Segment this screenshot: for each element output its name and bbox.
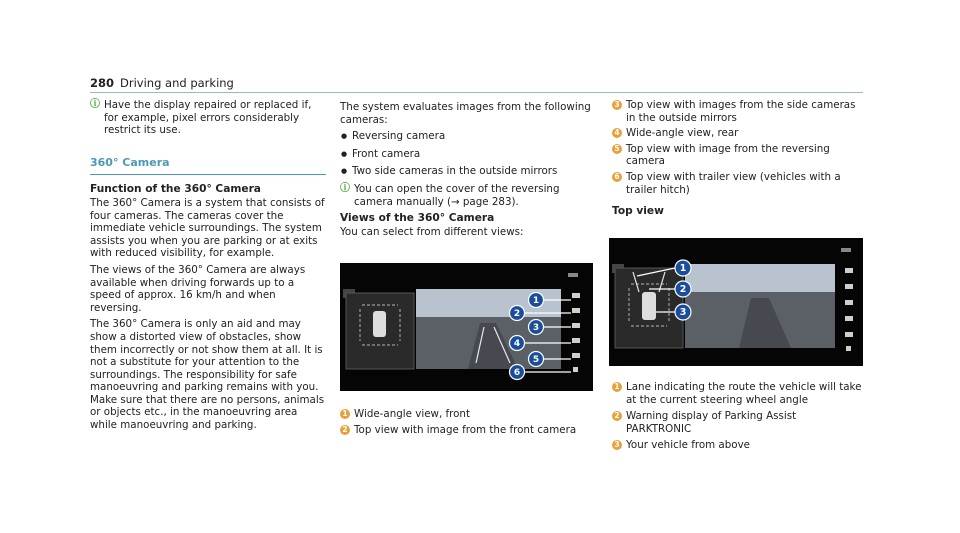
note-text: You can open the cover of the reversing camera manually (→ page 283). <box>354 182 560 208</box>
legend-item: 3 Top view with images from the side cameras in the outside mirrors <box>612 99 864 124</box>
intro-text: The system evaluates images from the following cameras: <box>340 101 591 126</box>
note <box>90 99 326 137</box>
column-3 <box>612 99 864 219</box>
camera-views-figure <box>340 263 593 391</box>
top-view-figure <box>609 238 863 366</box>
paragraph: The 360° Camera is only an aid and may show a distorted view of obstacles, show them incorrectly or not show them at all. It is not a substitute for your attention to the surroundings. The responsibility for safe manoeuvring and parking remains with you. Make sure that there are no persons, animals or objects etc., in the manoeuvring area while manoeuvring and parking. <box>90 318 325 432</box>
figure-1-legend <box>340 408 598 440</box>
callout-5: 5 <box>532 355 540 365</box>
page-number: 280 <box>90 76 115 90</box>
section-heading: 360° Camera <box>90 157 326 176</box>
callout-4: 4 <box>513 339 521 349</box>
info-icon: ⓘ <box>340 182 350 194</box>
legend-item: 5 Top view with image from the reversing camera <box>612 143 864 168</box>
callout-1: 1 <box>679 263 687 274</box>
callout-1: 1 <box>532 296 540 306</box>
column-1 <box>90 99 326 436</box>
figure-2-legend <box>612 381 864 455</box>
legend-item: 2 Warning display of Parking Assist PARKTRONIC <box>612 410 864 436</box>
callout-3: 3 <box>532 323 540 333</box>
list-item: ● Two side cameras in the outside mirrors <box>340 165 598 178</box>
note-text: Have the display repaired or replaced if, for example, pixel errors considerably restrict its use. <box>104 99 312 137</box>
info-icon: ⓘ <box>90 99 100 110</box>
section-title: Driving and parking <box>120 76 234 90</box>
paragraph: The 360° Camera is a system that consists of four cameras. The cameras cover the immediate vehicle surroundings. The system assists you when you are parking or at exits with reduced visibility, for example. <box>90 196 325 260</box>
legend-item: 6 Top view with trailer view (vehicles with a trailer hitch) <box>612 171 864 196</box>
list-item: ● Reversing camera <box>340 130 598 143</box>
header-rule <box>90 92 863 93</box>
legend-item: 1 Wide-angle view, front <box>340 408 598 421</box>
function-heading: Function of the 360° Camera <box>90 183 261 196</box>
callout-3: 3 <box>679 307 687 318</box>
list-item: ● Front camera <box>340 148 598 161</box>
legend-item: 1 Lane indicating the route the vehicle will take at the current steering wheel angle <box>612 381 864 407</box>
callout-6: 6 <box>513 368 521 378</box>
callout-2: 2 <box>679 284 687 295</box>
top-view-heading: Top view <box>612 205 664 218</box>
legend-item: 3 Your vehicle from above <box>612 439 864 452</box>
views-intro: You can select from different views: <box>340 225 524 238</box>
camera-list <box>340 130 598 178</box>
views-heading: Views of the 360° Camera <box>340 212 495 225</box>
column-2 <box>340 101 598 242</box>
legend-item: 2 Top view with image from the front camera <box>340 424 598 437</box>
page-header <box>90 76 234 90</box>
callout-2: 2 <box>513 309 521 319</box>
legend-item: 4 Wide-angle view, rear <box>612 127 864 140</box>
paragraph: The views of the 360° Camera are always available when driving forwards up to a speed of approx. 16 km/h and when reversing. <box>90 263 306 314</box>
note <box>340 183 598 208</box>
